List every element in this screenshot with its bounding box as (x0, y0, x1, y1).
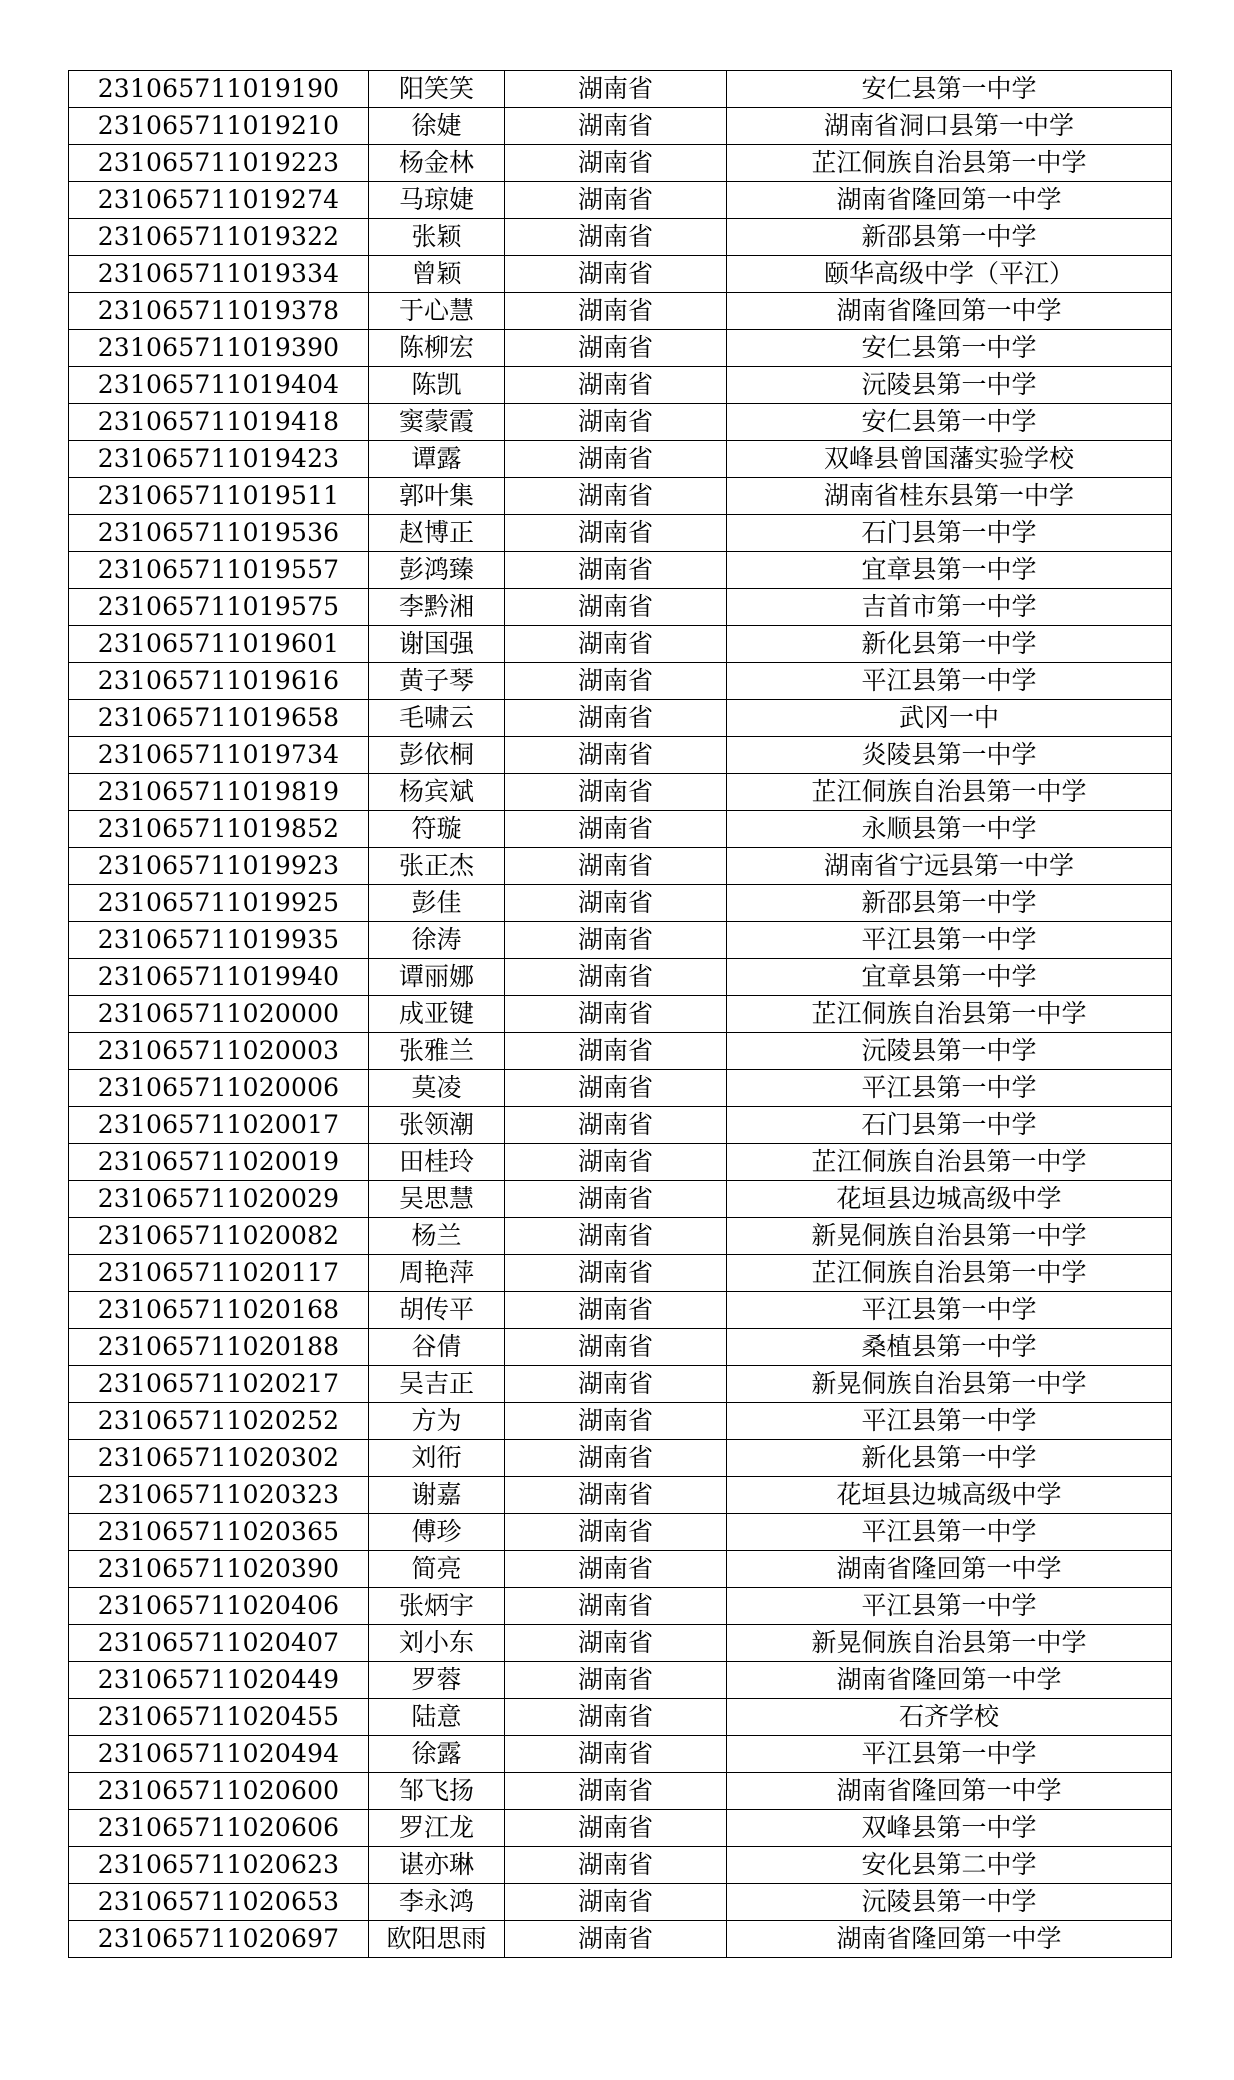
province-cell: 湖南省 (505, 663, 727, 700)
province-cell: 湖南省 (505, 145, 727, 182)
table-row (69, 1366, 1172, 1403)
candidate-id-cell: 231065711020003 (69, 1033, 369, 1070)
candidate-id-cell: 231065711019378 (69, 293, 369, 330)
candidate-id-cell: 231065711019658 (69, 700, 369, 737)
candidate-id-cell: 231065711019601 (69, 626, 369, 663)
candidate-id-cell: 231065711019511 (69, 478, 369, 515)
province-cell: 湖南省 (505, 1144, 727, 1181)
school-cell: 新化县第一中学 (727, 626, 1172, 663)
table-row (69, 1773, 1172, 1810)
province-cell: 湖南省 (505, 71, 727, 108)
student-name-cell: 罗蓉 (369, 1662, 505, 1699)
province-cell: 湖南省 (505, 1440, 727, 1477)
province-cell: 湖南省 (505, 1736, 727, 1773)
province-cell: 湖南省 (505, 848, 727, 885)
student-name-cell: 成亚键 (369, 996, 505, 1033)
candidate-id-cell: 231065711019334 (69, 256, 369, 293)
school-cell: 芷江侗族自治县第一中学 (727, 1255, 1172, 1292)
table-row (69, 256, 1172, 293)
school-cell: 安化县第二中学 (727, 1847, 1172, 1884)
school-cell: 新化县第一中学 (727, 1440, 1172, 1477)
table-row (69, 700, 1172, 737)
candidate-id-cell: 231065711020252 (69, 1403, 369, 1440)
student-name-cell: 李永鸿 (369, 1884, 505, 1921)
province-cell: 湖南省 (505, 1810, 727, 1847)
student-name-cell: 刘小东 (369, 1625, 505, 1662)
school-cell: 新晃侗族自治县第一中学 (727, 1366, 1172, 1403)
school-cell: 颐华高级中学（平江） (727, 256, 1172, 293)
province-cell: 湖南省 (505, 626, 727, 663)
table-row (69, 330, 1172, 367)
student-name-cell: 彭依桐 (369, 737, 505, 774)
roster-table (68, 70, 1172, 1958)
student-name-cell: 张雅兰 (369, 1033, 505, 1070)
province-cell: 湖南省 (505, 441, 727, 478)
table-row (69, 1218, 1172, 1255)
province-cell: 湖南省 (505, 1551, 727, 1588)
student-name-cell: 谭露 (369, 441, 505, 478)
candidate-id-cell: 231065711020406 (69, 1588, 369, 1625)
table-row (69, 108, 1172, 145)
school-cell: 平江县第一中学 (727, 1292, 1172, 1329)
student-name-cell: 张颖 (369, 219, 505, 256)
candidate-id-cell: 231065711020697 (69, 1921, 369, 1958)
student-name-cell: 张领潮 (369, 1107, 505, 1144)
province-cell: 湖南省 (505, 219, 727, 256)
table-row (69, 885, 1172, 922)
candidate-id-cell: 231065711019852 (69, 811, 369, 848)
student-name-cell: 胡传平 (369, 1292, 505, 1329)
student-name-cell: 田桂玲 (369, 1144, 505, 1181)
candidate-id-cell: 231065711019274 (69, 182, 369, 219)
candidate-id-cell: 231065711020623 (69, 1847, 369, 1884)
table-row (69, 1255, 1172, 1292)
table-row (69, 1440, 1172, 1477)
province-cell: 湖南省 (505, 367, 727, 404)
school-cell: 双峰县曾国藩实验学校 (727, 441, 1172, 478)
candidate-id-cell: 231065711019575 (69, 589, 369, 626)
table-row (69, 293, 1172, 330)
roster-table-body (69, 71, 1172, 1958)
candidate-id-cell: 231065711019935 (69, 922, 369, 959)
candidate-id-cell: 231065711020006 (69, 1070, 369, 1107)
candidate-id-cell: 231065711019190 (69, 71, 369, 108)
school-cell: 沅陵县第一中学 (727, 367, 1172, 404)
student-name-cell: 傅珍 (369, 1514, 505, 1551)
school-cell: 芷江侗族自治县第一中学 (727, 145, 1172, 182)
student-name-cell: 窦蒙霞 (369, 404, 505, 441)
student-name-cell: 吴思慧 (369, 1181, 505, 1218)
candidate-id-cell: 231065711020302 (69, 1440, 369, 1477)
school-cell: 平江县第一中学 (727, 1514, 1172, 1551)
student-name-cell: 阳笑笑 (369, 71, 505, 108)
candidate-id-cell: 231065711019210 (69, 108, 369, 145)
school-cell: 安仁县第一中学 (727, 330, 1172, 367)
student-name-cell: 陆意 (369, 1699, 505, 1736)
student-name-cell: 陈凯 (369, 367, 505, 404)
table-row (69, 774, 1172, 811)
table-row (69, 367, 1172, 404)
province-cell: 湖南省 (505, 737, 727, 774)
province-cell: 湖南省 (505, 1884, 727, 1921)
table-row (69, 848, 1172, 885)
candidate-id-cell: 231065711019557 (69, 552, 369, 589)
table-row (69, 404, 1172, 441)
student-name-cell: 欧阳思雨 (369, 1921, 505, 1958)
table-row (69, 219, 1172, 256)
candidate-id-cell: 231065711019423 (69, 441, 369, 478)
student-name-cell: 符璇 (369, 811, 505, 848)
candidate-id-cell: 231065711020217 (69, 1366, 369, 1403)
province-cell: 湖南省 (505, 1588, 727, 1625)
candidate-id-cell: 231065711020494 (69, 1736, 369, 1773)
candidate-id-cell: 231065711020407 (69, 1625, 369, 1662)
school-cell: 湖南省宁远县第一中学 (727, 848, 1172, 885)
candidate-id-cell: 231065711019418 (69, 404, 369, 441)
student-name-cell: 杨兰 (369, 1218, 505, 1255)
table-row (69, 478, 1172, 515)
school-cell: 花垣县边城高级中学 (727, 1477, 1172, 1514)
school-cell: 平江县第一中学 (727, 1588, 1172, 1625)
candidate-id-cell: 231065711019390 (69, 330, 369, 367)
student-name-cell: 莫凌 (369, 1070, 505, 1107)
school-cell: 新邵县第一中学 (727, 219, 1172, 256)
table-row (69, 996, 1172, 1033)
school-cell: 平江县第一中学 (727, 922, 1172, 959)
school-cell: 永顺县第一中学 (727, 811, 1172, 848)
student-name-cell: 简亮 (369, 1551, 505, 1588)
table-row (69, 922, 1172, 959)
province-cell: 湖南省 (505, 1070, 727, 1107)
candidate-id-cell: 231065711020323 (69, 1477, 369, 1514)
school-cell: 武冈一中 (727, 700, 1172, 737)
student-name-cell: 谌亦琳 (369, 1847, 505, 1884)
candidate-id-cell: 231065711019404 (69, 367, 369, 404)
school-cell: 芷江侗族自治县第一中学 (727, 996, 1172, 1033)
candidate-id-cell: 231065711020029 (69, 1181, 369, 1218)
school-cell: 湖南省隆回第一中学 (727, 1773, 1172, 1810)
candidate-id-cell: 231065711020600 (69, 1773, 369, 1810)
table-row (69, 145, 1172, 182)
student-name-cell: 谷倩 (369, 1329, 505, 1366)
candidate-id-cell: 231065711019536 (69, 515, 369, 552)
province-cell: 湖南省 (505, 1477, 727, 1514)
student-name-cell: 陈柳宏 (369, 330, 505, 367)
student-name-cell: 徐涛 (369, 922, 505, 959)
table-row (69, 1625, 1172, 1662)
school-cell: 安仁县第一中学 (727, 404, 1172, 441)
province-cell: 湖南省 (505, 774, 727, 811)
student-name-cell: 彭佳 (369, 885, 505, 922)
province-cell: 湖南省 (505, 256, 727, 293)
table-row (69, 1070, 1172, 1107)
province-cell: 湖南省 (505, 404, 727, 441)
province-cell: 湖南省 (505, 1255, 727, 1292)
school-cell: 新邵县第一中学 (727, 885, 1172, 922)
table-row (69, 959, 1172, 996)
school-cell: 花垣县边城高级中学 (727, 1181, 1172, 1218)
table-row (69, 626, 1172, 663)
school-cell: 安仁县第一中学 (727, 71, 1172, 108)
student-name-cell: 李黔湘 (369, 589, 505, 626)
student-name-cell: 张炳宇 (369, 1588, 505, 1625)
student-name-cell: 郭叶集 (369, 478, 505, 515)
province-cell: 湖南省 (505, 1033, 727, 1070)
school-cell: 桑植县第一中学 (727, 1329, 1172, 1366)
student-name-cell: 周艳萍 (369, 1255, 505, 1292)
table-row (69, 1107, 1172, 1144)
province-cell: 湖南省 (505, 1662, 727, 1699)
school-cell: 湖南省隆回第一中学 (727, 293, 1172, 330)
candidate-id-cell: 231065711020365 (69, 1514, 369, 1551)
province-cell: 湖南省 (505, 811, 727, 848)
province-cell: 湖南省 (505, 700, 727, 737)
table-row (69, 71, 1172, 108)
candidate-id-cell: 231065711020606 (69, 1810, 369, 1847)
student-name-cell: 谢嘉 (369, 1477, 505, 1514)
province-cell: 湖南省 (505, 885, 727, 922)
school-cell: 石门县第一中学 (727, 1107, 1172, 1144)
province-cell: 湖南省 (505, 1847, 727, 1884)
table-row (69, 1847, 1172, 1884)
student-name-cell: 徐婕 (369, 108, 505, 145)
province-cell: 湖南省 (505, 1366, 727, 1403)
student-name-cell: 谢国强 (369, 626, 505, 663)
school-cell: 芷江侗族自治县第一中学 (727, 774, 1172, 811)
table-row (69, 1884, 1172, 1921)
table-row (69, 515, 1172, 552)
candidate-id-cell: 231065711019223 (69, 145, 369, 182)
table-row (69, 737, 1172, 774)
candidate-id-cell: 231065711019322 (69, 219, 369, 256)
table-row (69, 1736, 1172, 1773)
candidate-id-cell: 231065711020455 (69, 1699, 369, 1736)
province-cell: 湖南省 (505, 1699, 727, 1736)
table-row (69, 1033, 1172, 1070)
table-row (69, 1329, 1172, 1366)
school-cell: 新晃侗族自治县第一中学 (727, 1625, 1172, 1662)
school-cell: 平江县第一中学 (727, 1403, 1172, 1440)
province-cell: 湖南省 (505, 1218, 727, 1255)
table-row (69, 1588, 1172, 1625)
table-row (69, 1181, 1172, 1218)
candidate-id-cell: 231065711020390 (69, 1551, 369, 1588)
province-cell: 湖南省 (505, 552, 727, 589)
candidate-id-cell: 231065711020117 (69, 1255, 369, 1292)
province-cell: 湖南省 (505, 996, 727, 1033)
student-name-cell: 罗江龙 (369, 1810, 505, 1847)
province-cell: 湖南省 (505, 108, 727, 145)
student-name-cell: 曾颖 (369, 256, 505, 293)
student-name-cell: 杨宾斌 (369, 774, 505, 811)
province-cell: 湖南省 (505, 478, 727, 515)
candidate-id-cell: 231065711019819 (69, 774, 369, 811)
table-row (69, 1144, 1172, 1181)
table-row (69, 663, 1172, 700)
province-cell: 湖南省 (505, 922, 727, 959)
school-cell: 芷江侗族自治县第一中学 (727, 1144, 1172, 1181)
table-row (69, 1810, 1172, 1847)
table-row (69, 589, 1172, 626)
province-cell: 湖南省 (505, 1514, 727, 1551)
candidate-id-cell: 231065711020000 (69, 996, 369, 1033)
candidate-id-cell: 231065711020653 (69, 1884, 369, 1921)
school-cell: 湖南省隆回第一中学 (727, 182, 1172, 219)
table-row (69, 1477, 1172, 1514)
school-cell: 双峰县第一中学 (727, 1810, 1172, 1847)
student-name-cell: 邹飞扬 (369, 1773, 505, 1810)
table-row (69, 441, 1172, 478)
table-row (69, 1292, 1172, 1329)
province-cell: 湖南省 (505, 1292, 727, 1329)
school-cell: 宜章县第一中学 (727, 959, 1172, 996)
school-cell: 沅陵县第一中学 (727, 1033, 1172, 1070)
province-cell: 湖南省 (505, 1107, 727, 1144)
candidate-id-cell: 231065711020017 (69, 1107, 369, 1144)
province-cell: 湖南省 (505, 1773, 727, 1810)
candidate-id-cell: 231065711020188 (69, 1329, 369, 1366)
student-name-cell: 赵博正 (369, 515, 505, 552)
school-cell: 沅陵县第一中学 (727, 1884, 1172, 1921)
province-cell: 湖南省 (505, 1329, 727, 1366)
school-cell: 平江县第一中学 (727, 1736, 1172, 1773)
student-name-cell: 方为 (369, 1403, 505, 1440)
province-cell: 湖南省 (505, 1181, 727, 1218)
school-cell: 吉首市第一中学 (727, 589, 1172, 626)
table-row (69, 1551, 1172, 1588)
candidate-id-cell: 231065711019616 (69, 663, 369, 700)
table-row (69, 811, 1172, 848)
province-cell: 湖南省 (505, 1625, 727, 1662)
candidate-id-cell: 231065711020082 (69, 1218, 369, 1255)
candidate-id-cell: 231065711019925 (69, 885, 369, 922)
school-cell: 湖南省洞口县第一中学 (727, 108, 1172, 145)
candidate-id-cell: 231065711019734 (69, 737, 369, 774)
province-cell: 湖南省 (505, 589, 727, 626)
candidate-id-cell: 231065711019940 (69, 959, 369, 996)
school-cell: 湖南省桂东县第一中学 (727, 478, 1172, 515)
table-row (69, 1662, 1172, 1699)
candidate-id-cell: 231065711020449 (69, 1662, 369, 1699)
student-name-cell: 徐露 (369, 1736, 505, 1773)
school-cell: 湖南省隆回第一中学 (727, 1921, 1172, 1958)
student-name-cell: 毛啸云 (369, 700, 505, 737)
province-cell: 湖南省 (505, 330, 727, 367)
province-cell: 湖南省 (505, 293, 727, 330)
province-cell: 湖南省 (505, 1403, 727, 1440)
table-row (69, 552, 1172, 589)
school-cell: 石门县第一中学 (727, 515, 1172, 552)
province-cell: 湖南省 (505, 959, 727, 996)
student-name-cell: 马琼婕 (369, 182, 505, 219)
school-cell: 新晃侗族自治县第一中学 (727, 1218, 1172, 1255)
school-cell: 平江县第一中学 (727, 1070, 1172, 1107)
province-cell: 湖南省 (505, 182, 727, 219)
school-cell: 石齐学校 (727, 1699, 1172, 1736)
province-cell: 湖南省 (505, 515, 727, 552)
school-cell: 湖南省隆回第一中学 (727, 1662, 1172, 1699)
candidate-id-cell: 231065711019923 (69, 848, 369, 885)
student-name-cell: 吴吉正 (369, 1366, 505, 1403)
table-row (69, 1699, 1172, 1736)
table-row (69, 1921, 1172, 1958)
student-name-cell: 刘衎 (369, 1440, 505, 1477)
province-cell: 湖南省 (505, 1921, 727, 1958)
candidate-id-cell: 231065711020019 (69, 1144, 369, 1181)
table-row (69, 1514, 1172, 1551)
school-cell: 平江县第一中学 (727, 663, 1172, 700)
student-name-cell: 彭鸿臻 (369, 552, 505, 589)
student-name-cell: 杨金林 (369, 145, 505, 182)
school-cell: 炎陵县第一中学 (727, 737, 1172, 774)
student-name-cell: 谭丽娜 (369, 959, 505, 996)
table-row (69, 1403, 1172, 1440)
candidate-id-cell: 231065711020168 (69, 1292, 369, 1329)
school-cell: 湖南省隆回第一中学 (727, 1551, 1172, 1588)
school-cell: 宜章县第一中学 (727, 552, 1172, 589)
student-name-cell: 于心慧 (369, 293, 505, 330)
student-name-cell: 张正杰 (369, 848, 505, 885)
table-row (69, 182, 1172, 219)
student-name-cell: 黄子琴 (369, 663, 505, 700)
